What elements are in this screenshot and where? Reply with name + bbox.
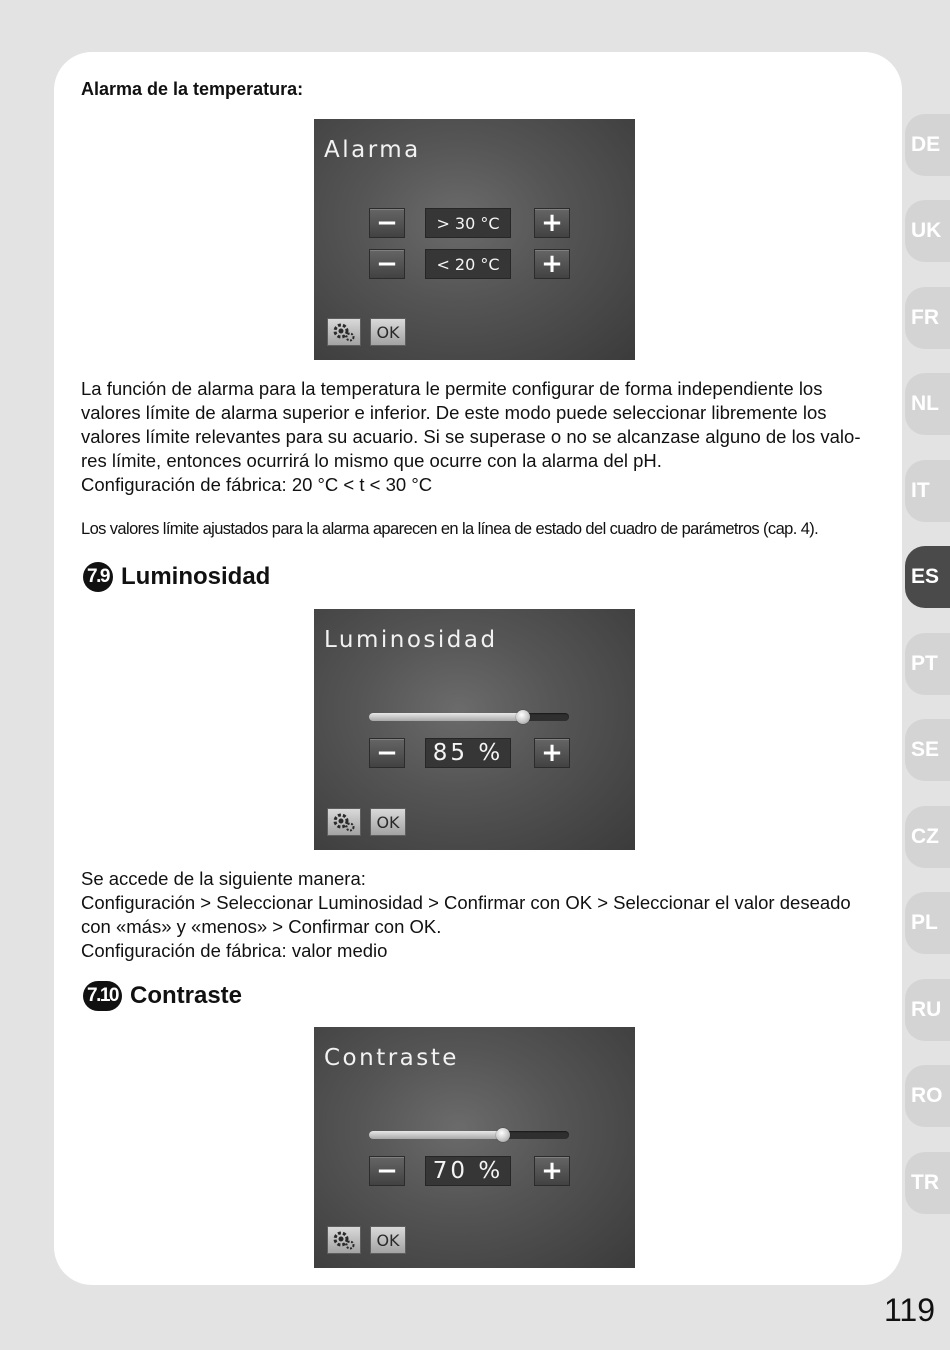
section-title: Contraste (129, 982, 243, 1009)
lang-tab-it[interactable]: IT (905, 460, 950, 522)
brightness-slider[interactable] (369, 713, 569, 721)
text-line: Configuración > Seleccionar Luminosidad > Confirmar con OK > Seleccionar el valor deseado (81, 892, 851, 913)
minus-button[interactable]: − (369, 1156, 405, 1186)
gears-icon (332, 811, 356, 833)
settings-button[interactable] (327, 318, 361, 346)
ok-button[interactable]: OK (370, 318, 406, 346)
plus-button[interactable]: + (534, 1156, 570, 1186)
alarm-note: Los valores límite ajustados para la alarma aparecen en la línea de estado del cuadro de parámetros (cap. 4). (81, 520, 819, 538)
text-line: res límite, entonces ocurrirá lo mismo que ocurre con la alarma del pH. (81, 450, 662, 471)
ok-button[interactable]: OK (370, 808, 406, 836)
plus-button[interactable]: + (534, 738, 570, 768)
alarm-screen (314, 119, 635, 360)
settings-button[interactable] (327, 1226, 361, 1254)
slider-knob[interactable] (516, 710, 530, 724)
screen-title: Luminosidad (324, 627, 498, 653)
gears-icon (332, 1229, 356, 1251)
alarm-heading: Alarma de la temperatura: (81, 79, 304, 99)
contrast-slider[interactable] (369, 1131, 569, 1139)
lang-tab-pl[interactable]: PL (905, 892, 950, 954)
lower-limit-value: < 20 °C (425, 249, 511, 279)
screen-title: Contraste (324, 1045, 459, 1071)
text-line: Se accede de la siguiente manera: (81, 868, 366, 889)
luminosidad-screen (314, 609, 635, 850)
slider-fill (369, 1131, 503, 1139)
lang-tab-ru[interactable]: RU (905, 979, 950, 1041)
luminosidad-heading (83, 562, 270, 592)
upper-limit-value: > 30 °C (425, 208, 511, 238)
slider-fill (369, 713, 523, 721)
lower-minus-button[interactable]: − (369, 249, 405, 279)
lang-tab-nl[interactable]: NL (905, 373, 950, 435)
text-line: valores límite relevantes para su acuario. Si se superase o no se alcanzase alguno de los valo- (81, 426, 861, 447)
brightness-value: 85 % (425, 738, 511, 768)
lang-tab-ro[interactable]: RO (905, 1065, 950, 1127)
lang-tab-fr[interactable]: FR (905, 287, 950, 349)
alarm-paragraph (81, 377, 871, 497)
text-line: Configuración de fábrica: 20 °C < t < 30 °C (81, 474, 433, 495)
upper-plus-button[interactable]: + (534, 208, 570, 238)
slider-knob[interactable] (496, 1128, 510, 1142)
screen-title: Alarma (324, 137, 421, 163)
contraste-screen (314, 1027, 635, 1268)
lang-tab-pt[interactable]: PT (905, 633, 950, 695)
text-line: La función de alarma para la temperatura le permite configurar de forma independiente los (81, 378, 823, 399)
text-line: Configuración de fábrica: valor medio (81, 940, 388, 961)
settings-button[interactable] (327, 808, 361, 836)
lang-tab-cz[interactable]: CZ (905, 806, 950, 868)
page-number: 119 (884, 1292, 936, 1328)
lang-tab-de[interactable]: DE (905, 114, 950, 176)
luminosidad-paragraph (81, 867, 871, 963)
text-line: valores límite de alarma superior e inferior. De este modo puede seleccionar libremente los (81, 402, 827, 423)
upper-minus-button[interactable]: − (369, 208, 405, 238)
section-title: Luminosidad (121, 563, 271, 590)
section-number-badge: 7.9 (83, 562, 113, 592)
lang-tab-se[interactable]: SE (905, 719, 950, 781)
contrast-value: 70 % (425, 1156, 511, 1186)
lang-tab-uk[interactable]: UK (905, 200, 950, 262)
lang-tab-tr[interactable]: TR (905, 1152, 950, 1214)
ok-button[interactable]: OK (370, 1226, 406, 1254)
lang-tab-es[interactable]: ES (905, 546, 950, 608)
minus-button[interactable]: − (369, 738, 405, 768)
gears-icon (332, 321, 356, 343)
contraste-heading (83, 981, 242, 1011)
text-line: con «más» y «menos» > Confirmar con OK. (81, 916, 442, 937)
lower-plus-button[interactable]: + (534, 249, 570, 279)
section-number-badge: 7.10 (83, 981, 122, 1011)
